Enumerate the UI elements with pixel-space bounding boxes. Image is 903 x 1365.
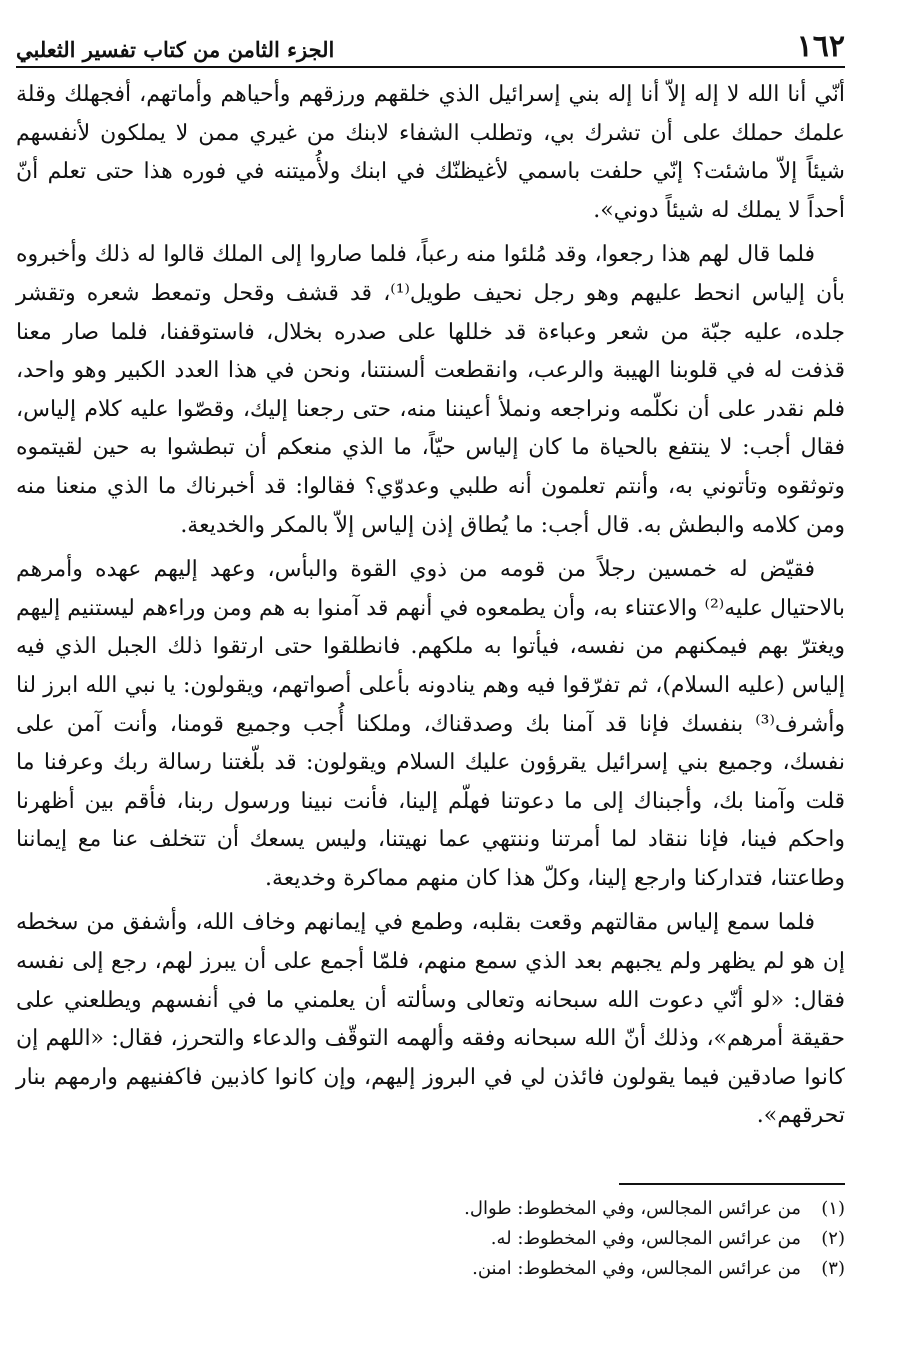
- footnote-number: (٢): [821, 1228, 845, 1249]
- main-text: [16, 76, 845, 1136]
- paragraph: فلما سمع إلياس مقالتهم وقعت بقلبه، وطمع في إيمانهم وخاف الله، وأشفق من سخطه إن هو لم يظهر ولم يجبهم بعد الذي سمع منهم، فلمّا أجمع على أن يبرز لهم، رجع إلى نفسه فقال: «لو أنّي دعوت الله سبحانه وتعالى وسألته أن يعلمني ما في أنفسهم ويطلعني على حقيقة أمرهم»، وذلك أنّ الله سبحانه وفقه وألهمه التوقّف والدعاء والتحرز، فقال: «اللهم إن كانوا صادقين فيما يقولون فائذن لي في البروز إليهم، وإن كانوا كاذبين فاكفنيهم وارمهم بنار تحرقهم».: [16, 910, 845, 1129]
- paragraph: أنّي أنا الله لا إله إلاّ أنا إله بني إسرائيل الذي خلقهم ورزقهم وأحياهم وأماتهم، أفجهلك وقلة علمك حملك على أن تشرك بي، وتطلب الشفاء لابنك من غيري ممن لا يملكون لأنفسهم شيئاً إلاّ ماشئت؟ إنّي حلفت باسمي لأغيظنّك في ابنك ولأُميتنه في فوره هذا حتى تعلم أنّ أحداً لا يملك له شيئاً دوني».: [16, 82, 845, 223]
- footnote: [16, 1224, 845, 1254]
- paragraph: فقيّض له خمسين رجلاً من قومه من ذوي القوة والبأس، وعهد إليهم عهده وأمرهم بالاحتيال عليه⁽²⁾ والاعتناء به، وأن يطمعوه في أنهم قد آمنوا به هم ومن وراءهم ليستنيم إليهم ويغترّ بهم فيمكنهم من نفسه، فيأتوا به ملكهم. فانطلقوا حتى ارتقوا ذلك الجبل الذي فيه إلياس (عليه السلام)، ثم تفرّقوا فيه وهم ينادونه بأعلى أصواتهم، ويقولون: يا نبي الله ابرز لنا وأشرف⁽³⁾ بنفسك فإنا قد آمنا بك وصدقناك، وملكنا أُجب وجميع قومنا، وأنت آمن على نفسك، وجميع بني إسرائيل يقرؤون عليك السلام ويقولون: قد بلّغتنا رسالة ربك وعرفنا ما قلت وآمنا بك، وأجبناك إلى ما دعوتنا فهلّم إلينا، فأنت نبينا ورسول ربنا، فأقم بين أظهرنا واحكم فينا، فإنا ننقاد لما أمرتنا وننتهي عما نهيتنا، وليس يسعك أن تتخلف عنا مع إيماننا وطاعتنا، فتداركنا وارجع إلينا، وكلّ هذا كان منهم مماكرة وخديعة.: [16, 557, 845, 891]
- footnote-text: من عرائس المجالس، وفي المخطوط: طوال.: [464, 1198, 801, 1219]
- footnote-number: (٣): [821, 1258, 845, 1279]
- footnote: [16, 1254, 845, 1284]
- running-title: الجزء الثامن من كتاب تفسير الثعلبي: [16, 37, 335, 62]
- footnote-number: (١): [821, 1198, 845, 1219]
- footnote: [16, 1194, 845, 1224]
- running-header: [16, 20, 845, 68]
- footnote-text: من عرائس المجالس، وفي المخطوط: له.: [490, 1228, 801, 1249]
- footnotes: [16, 1194, 845, 1284]
- page-number: ١٦٢: [796, 29, 845, 64]
- footnote-divider: [619, 1183, 845, 1185]
- footnote-text: من عرائس المجالس، وفي المخطوط: امنن.: [472, 1258, 801, 1279]
- paragraph: فلما قال لهم هذا رجعوا، وقد مُلئوا منه رعباً، فلما صاروا إلى الملك قالوا له ذلك وأخبروه بأن إلياس انحط عليهم وهو رجل نحيف طويل⁽¹⁾، قد قشف وقحل وتمعط شعره وتقشر جلده، عليه جبّة من شعر وعباءة قد خللها على صدره بخلال، فاستوقفنا، فلما صار معنا قذفت له في قلوبنا الهيبة والرعب، وانقطعت ألسنتنا، ونحن في هذا العدد الكبير وهو واحد، فلم نقدر على أن نكلّمه ونراجعه ونملأ أعيننا منه، حتى رجعنا إليك، وقصّوا عليه كلام إلياس، فقال أجب: لا ينتفع بالحياة ما كان إلياس حيّاً، ما الذي منعكم أن تبطشوا به حين لقيتموه وتوثقوه وتأتوني به، وأنتم تعلمون أنه طلبي وعدوّي؟ فقالوا: قد أخبرناك ما الذي منعنا منه ومن كلامه والبطش به. قال أجب: ما يُطاق إذن إلياس إلاّ بالمكر والخديعة.: [16, 242, 845, 538]
